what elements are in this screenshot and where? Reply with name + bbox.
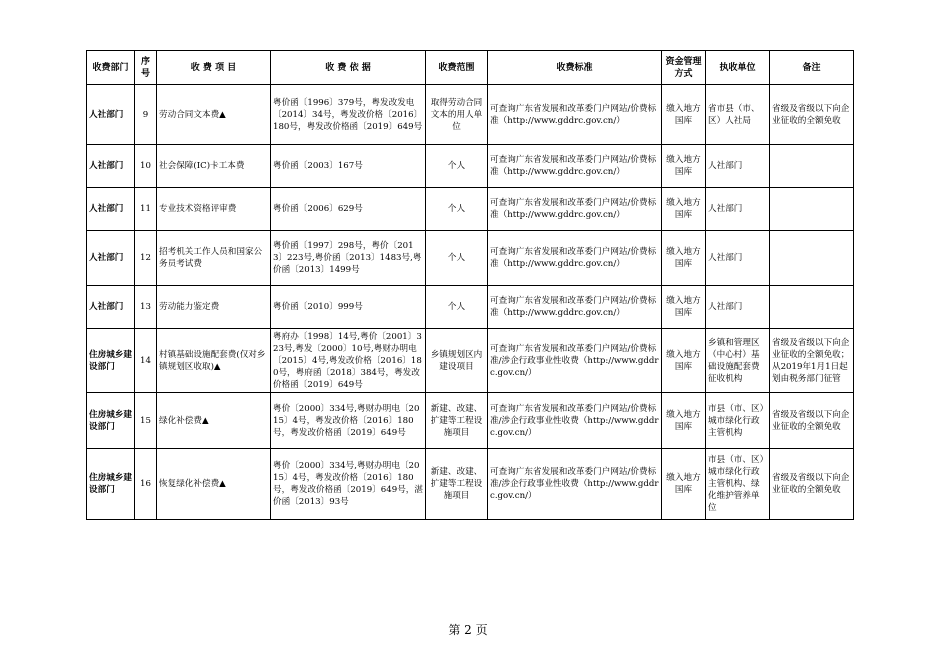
table-row bbox=[87, 393, 854, 449]
header-scope: 收费范围 bbox=[426, 51, 488, 85]
cell-standard: 可查询广东省发展和改革委门户网站/价费标准/涉企行政事业性收费（http://www.gddrc.gov.cn/） bbox=[488, 449, 662, 520]
cell-funds: 缴入地方国库 bbox=[662, 145, 706, 188]
header-dept: 收费部门 bbox=[87, 51, 135, 85]
cell-standard: 可查询广东省发展和改革委门户网站/价费标准（http://www.gddrc.gov.cn/） bbox=[488, 145, 662, 188]
cell-funds: 缴入地方国库 bbox=[662, 231, 706, 286]
fee-table bbox=[86, 50, 854, 520]
cell-dept: 人社部门 bbox=[87, 85, 135, 145]
cell-funds: 缴入地方国库 bbox=[662, 286, 706, 329]
cell-item: 社会保障(IC)卡工本费 bbox=[157, 145, 271, 188]
cell-no: 12 bbox=[135, 231, 157, 286]
header-no: 序号 bbox=[135, 51, 157, 85]
cell-remark: 省级及省级以下向企业征收的全额免收 bbox=[770, 393, 854, 449]
cell-standard: 可查询广东省发展和改革委门户网站/价费标准（http://www.gddrc.gov.cn/） bbox=[488, 85, 662, 145]
cell-remark bbox=[770, 286, 854, 329]
cell-dept: 住房城乡建设部门 bbox=[87, 449, 135, 520]
cell-item: 招考机关工作人员和国家公务员考试费 bbox=[157, 231, 271, 286]
cell-no: 13 bbox=[135, 286, 157, 329]
cell-basis: 粤府办〔1998〕14号,粤价〔2001〕323号,粤发〔2000〕10号,粤财办明电〔2015〕4号,粤发改价格〔2016〕180号，粤府函〔2018〕384号，粤发改价格函〔2019〕649号 bbox=[271, 329, 426, 393]
cell-funds: 缴入地方国库 bbox=[662, 329, 706, 393]
page-number: 第 2 页 bbox=[448, 623, 488, 637]
cell-dept: 人社部门 bbox=[87, 231, 135, 286]
cell-no: 9 bbox=[135, 85, 157, 145]
cell-basis: 粤价函〔2003〕167号 bbox=[271, 145, 426, 188]
header-remark: 备注 bbox=[770, 51, 854, 85]
cell-basis: 粤价〔2000〕334号,粤财办明电〔2015〕4号，粤发改价格〔2016〕180号，粤发改价格函〔2019〕649号 bbox=[271, 393, 426, 449]
cell-item: 专业技术资格评审费 bbox=[157, 188, 271, 231]
cell-remark: 省级及省级以下向企业征收的全额免收 bbox=[770, 449, 854, 520]
cell-scope: 乡镇规划区内建设项目 bbox=[426, 329, 488, 393]
table-row bbox=[87, 231, 854, 286]
cell-unit: 人社部门 bbox=[706, 188, 770, 231]
cell-item: 劳动能力鉴定费 bbox=[157, 286, 271, 329]
cell-scope: 新建、改建、扩建等工程设施项目 bbox=[426, 449, 488, 520]
cell-no: 11 bbox=[135, 188, 157, 231]
cell-no: 16 bbox=[135, 449, 157, 520]
cell-unit: 人社部门 bbox=[706, 231, 770, 286]
cell-scope: 个人 bbox=[426, 145, 488, 188]
header-basis: 收 费 依 据 bbox=[271, 51, 426, 85]
cell-remark bbox=[770, 188, 854, 231]
cell-unit: 市县（市、区）城市绿化行政主管机构 bbox=[706, 393, 770, 449]
cell-funds: 缴入地方国库 bbox=[662, 188, 706, 231]
cell-basis: 粤价〔2000〕334号,粤财办明电〔2015〕4号，粤发改价格〔2016〕180号，粤发改价格函〔2019〕649号，湛价函〔2013〕93号 bbox=[271, 449, 426, 520]
cell-basis: 粤价函〔1996〕379号，粤发改发电〔2014〕34号，粤发改价格〔2016〕180号，粤发改价格函〔2019〕649号 bbox=[271, 85, 426, 145]
cell-basis: 粤价函〔1997〕298号，粤价〔2013〕223号,粤价函〔2013〕1483号,粤价函〔2013〕1499号 bbox=[271, 231, 426, 286]
cell-item: 村镇基础设施配套费(仅对乡镇规划区收取)▲ bbox=[157, 329, 271, 393]
cell-remark bbox=[770, 145, 854, 188]
header-funds: 资金管理方式 bbox=[662, 51, 706, 85]
cell-remark: 省级及省级以下向企业征收的全额免收；从2019年1月1日起划由税务部门征管 bbox=[770, 329, 854, 393]
cell-dept: 住房城乡建设部门 bbox=[87, 393, 135, 449]
cell-standard: 可查询广东省发展和改革委门户网站/价费标准（http://www.gddrc.gov.cn/） bbox=[488, 231, 662, 286]
cell-remark: 省级及省级以下向企业征收的全额免收 bbox=[770, 85, 854, 145]
cell-scope: 个人 bbox=[426, 188, 488, 231]
header-row bbox=[87, 51, 854, 85]
cell-scope: 新建、改建、扩建等工程设施项目 bbox=[426, 393, 488, 449]
cell-unit: 省市县（市、区）人社局 bbox=[706, 85, 770, 145]
table-row bbox=[87, 449, 854, 520]
table-row bbox=[87, 286, 854, 329]
cell-unit: 市县（市、区）城市绿化行政主管机构、绿化维护管养单位 bbox=[706, 449, 770, 520]
table-row bbox=[87, 188, 854, 231]
cell-funds: 缴入地方国库 bbox=[662, 85, 706, 145]
header-item: 收 费 项 目 bbox=[157, 51, 271, 85]
cell-unit: 人社部门 bbox=[706, 286, 770, 329]
cell-basis: 粤价函〔2006〕629号 bbox=[271, 188, 426, 231]
cell-item: 劳动合同文本费▲ bbox=[157, 85, 271, 145]
header-standard: 收费标准 bbox=[488, 51, 662, 85]
cell-funds: 缴入地方国库 bbox=[662, 393, 706, 449]
cell-remark bbox=[770, 231, 854, 286]
table-row bbox=[87, 329, 854, 393]
cell-unit: 人社部门 bbox=[706, 145, 770, 188]
cell-no: 15 bbox=[135, 393, 157, 449]
cell-dept: 人社部门 bbox=[87, 286, 135, 329]
cell-dept: 住房城乡建设部门 bbox=[87, 329, 135, 393]
cell-standard: 可查询广东省发展和改革委门户网站/价费标准/涉企行政事业性收费（http://www.gddrc.gov.cn/） bbox=[488, 393, 662, 449]
table-row bbox=[87, 85, 854, 145]
cell-unit: 乡镇和管理区（中心村）基础设施配套费征收机构 bbox=[706, 329, 770, 393]
cell-scope: 取得劳动合同文本的用人单位 bbox=[426, 85, 488, 145]
cell-scope: 个人 bbox=[426, 286, 488, 329]
cell-scope: 个人 bbox=[426, 231, 488, 286]
cell-item: 绿化补偿费▲ bbox=[157, 393, 271, 449]
cell-item: 恢复绿化补偿费▲ bbox=[157, 449, 271, 520]
cell-standard: 可查询广东省发展和改革委门户网站/价费标准（http://www.gddrc.gov.cn/） bbox=[488, 286, 662, 329]
cell-standard: 可查询广东省发展和改革委门户网站/价费标准（http://www.gddrc.gov.cn/） bbox=[488, 188, 662, 231]
table-row bbox=[87, 145, 854, 188]
cell-dept: 人社部门 bbox=[87, 145, 135, 188]
cell-basis: 粤价函〔2010〕999号 bbox=[271, 286, 426, 329]
header-unit: 执收单位 bbox=[706, 51, 770, 85]
cell-no: 10 bbox=[135, 145, 157, 188]
cell-standard: 可查询广东省发展和改革委门户网站/价费标准/涉企行政事业性收费（http://www.gddrc.gov.cn/） bbox=[488, 329, 662, 393]
cell-no: 14 bbox=[135, 329, 157, 393]
cell-funds: 缴入地方国库 bbox=[662, 449, 706, 520]
cell-dept: 人社部门 bbox=[87, 188, 135, 231]
